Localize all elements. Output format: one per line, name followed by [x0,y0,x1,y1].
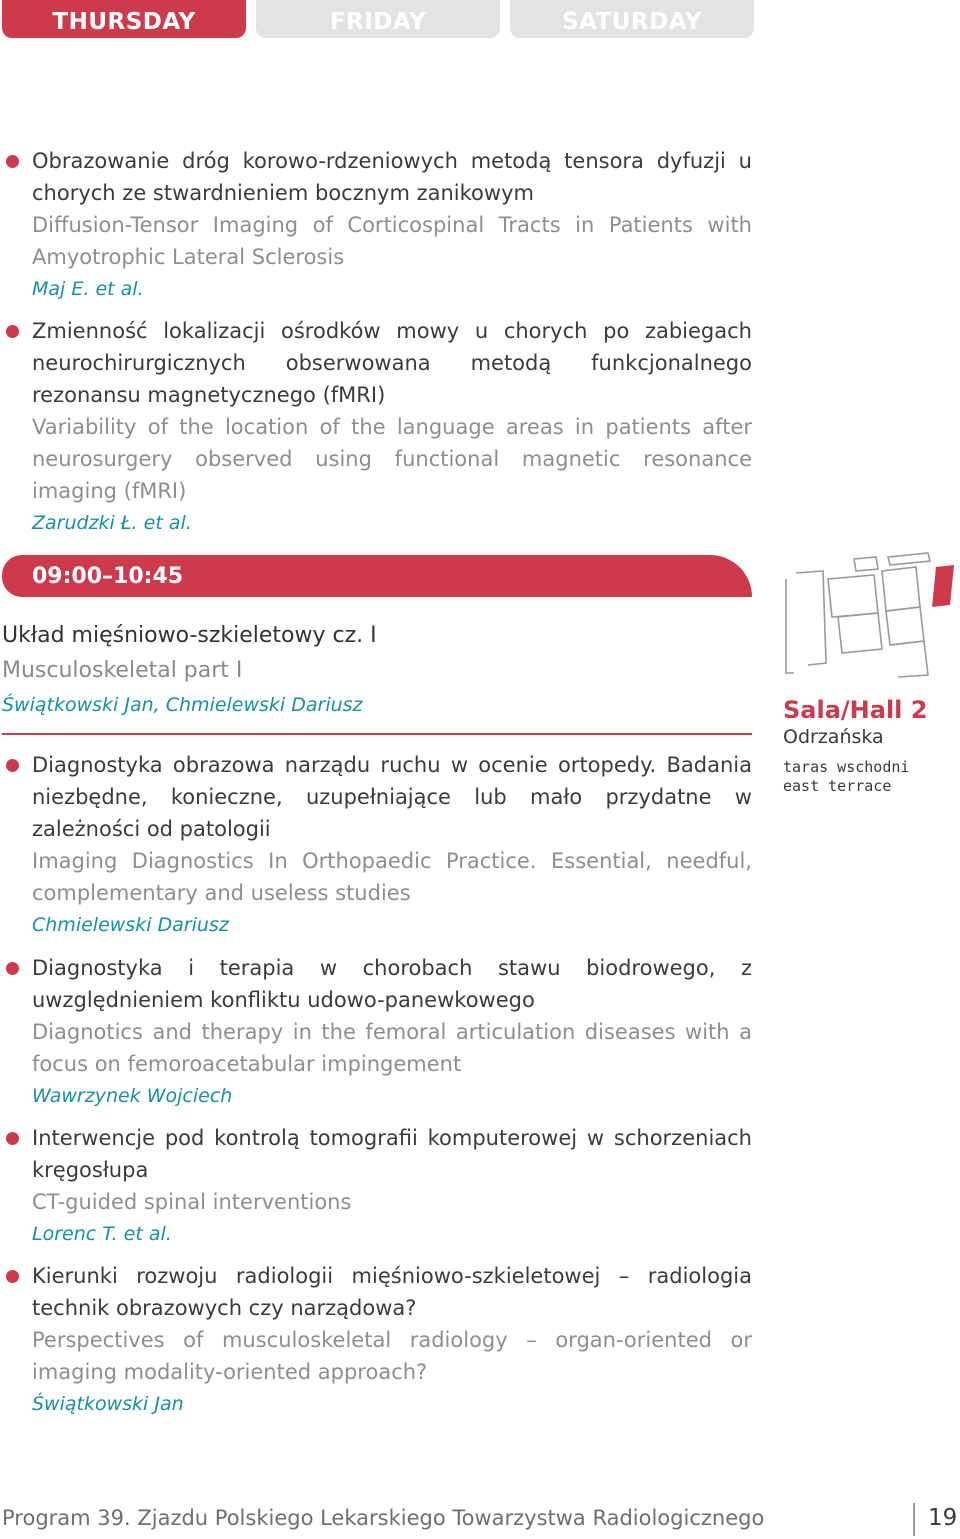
talk-title-en: Perspectives of musculoskeletal radiology – organ-oriented or imaging modality-oriented approach? [32,1328,752,1384]
tab-friday[interactable]: FRIDAY [256,0,500,38]
talk-title-en: Imaging Diagnostics In Orthopaedic Practice. Essential, needful, complementary and useless studies [32,849,752,905]
talk-authors: Lorenc T. et al. [32,1223,172,1245]
bullet-icon [6,962,19,975]
talk-item [32,315,752,539]
talk-title-en: Variability of the location of the language areas in patients after neurosurgery observed using functional magnetic resonance imaging (fMRI) [32,415,752,503]
bullet-icon [6,1132,19,1145]
talk-title-pl: Obrazowanie dróg korowo-rdzeniowych metodą tensora dyfuzji u chorych ze stwardnieniem bocznym zanikowym [32,149,752,205]
session-title-pl: Układ mięśniowo-szkieletowy cz. I [2,623,377,648]
talk-authors: Świątkowski Jan [32,1393,184,1415]
hall-location-en: east terrace [783,777,892,795]
tab-saturday[interactable]: SATURDAY [510,0,754,38]
hall-location-pl: taras wschodni [783,758,910,776]
talk-title-pl: Diagnostyka obrazowa narządu ruchu w ocenie ortopedy. Badania niezbędne, konieczne, uzupełniające lub mało przydatne w zależności od patologii [32,753,752,841]
talk-item [32,1122,752,1250]
footer-text: Program 39. Zjazdu Polskiego Lekarskiego Towarzystwa Radiologicznego [2,1506,765,1530]
bullet-icon [6,759,19,772]
page-number: 19 [928,1505,958,1531]
talk-title-en: CT-guided spinal interventions [32,1190,352,1214]
talk-authors: Wawrzynek Wojciech [32,1085,233,1107]
talk-item [32,1260,752,1420]
session-title-en: Musculoskeletal part I [2,658,243,683]
talk-authors: Chmielewski Dariusz [32,914,229,936]
talk-title-pl: Kierunki rozwoju radiologii mięśniowo-szkieletowej – radiologia technik obrazowych czy narządowa? [32,1264,752,1320]
talk-title-pl: Interwencje pod kontrolą tomografii komputerowej w schorzeniach kręgosłupa [32,1126,752,1182]
tab-thursday[interactable]: THURSDAY [2,0,246,38]
hall-name: Odrzańska [783,726,884,748]
talk-title-pl: Zmienność lokalizacji ośrodków mowy u chorych po zabiegach neurochirurgicznych obserwowana metodą funkcjonalnego rezonansu magnetycznego (fMRI) [32,319,752,407]
hall-title: Sala/Hall 2 [783,696,928,724]
talk-authors: Maj E. et al. [32,278,144,300]
talk-title-en: Diffusion-Tensor Imaging of Corticospinal Tracts in Patients with Amyotrophic Lateral Sclerosis [32,213,752,269]
talk-item [32,952,752,1112]
session-divider [2,733,752,735]
session-time: 09:00–10:45 [32,564,184,589]
hall-highlight [932,565,954,607]
session-chairs: Świątkowski Jan, Chmielewski Dariusz [2,694,363,716]
talk-title-pl: Diagnostyka i terapia w chorobach stawu biodrowego, z uwzględnieniem konfliktu udowo-panewkowego [32,956,752,1012]
talk-item [32,749,752,941]
bullet-icon [6,325,19,338]
bullet-icon [6,1270,19,1283]
talk-authors: Zarudzki Ł. et al. [32,512,192,534]
talk-item [32,145,752,305]
session-time-banner [2,555,752,597]
talk-title-en: Diagnotics and therapy in the femoral articulation diseases with a focus on femoroacetabular impingement [32,1020,752,1076]
footer-divider [913,1503,915,1536]
bullet-icon [6,155,19,168]
floor-plan-icon [778,545,960,680]
